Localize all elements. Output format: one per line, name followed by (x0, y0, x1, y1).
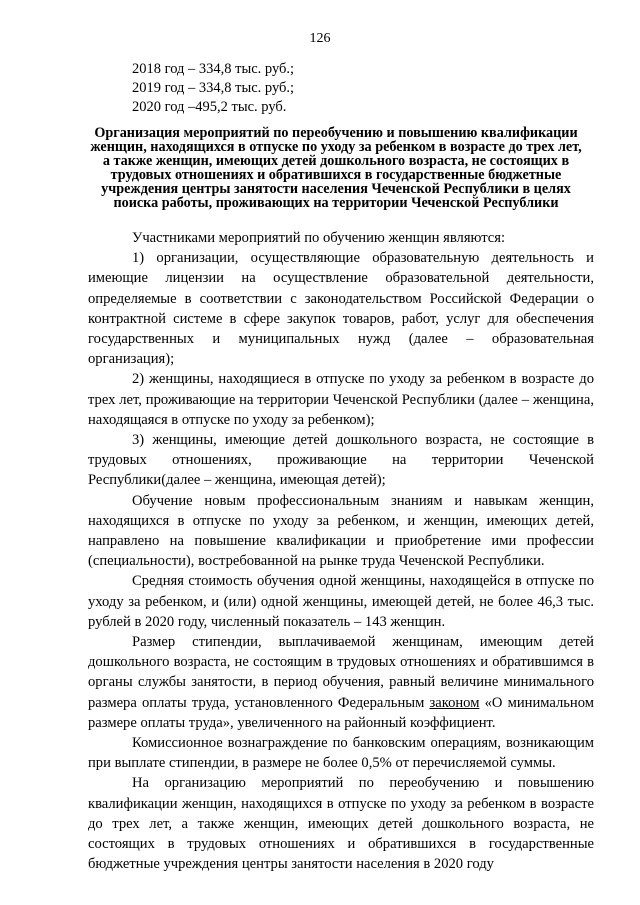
paragraph-item-3: 3) женщины, имеющие детей дошкольного возраста, не состоящие в трудовых отношениях, проживающие на территории Чеченской Республики(далее – женщина, имеющая детей); (88, 432, 594, 489)
paragraph-funding-organization: На организацию мероприятий по переобучению и повышению квалификации женщин, находящихся в отпуске по уходу за ребенком в возрасте до трех лет, а также женщин, имеющих детей дошкольного возраста, не состоящих в трудовых отношениях и обратившихся в государственные бюджетные учреждения центры занятости населения в 2020 году (88, 775, 594, 873)
law-link[interactable]: законом (429, 694, 480, 711)
funding-2020: 2020 год –495,2 тыс. руб. (132, 99, 287, 115)
stipend-text-end: «О минимальном размере оплаты труда», увеличенного на районный коэффициент. (88, 694, 594, 731)
page-number: 126 (309, 31, 331, 46)
paragraph-average-cost: Средняя стоимость обучения одной женщины, находящейся в отпуске по уходу за ребенком, и (или) одной женщины, имеющей детей, не более 46,3 тыс. рублей в 2020 году, численный показатель – 143 женщин. (88, 573, 594, 630)
section-title: Организация мероприятий по переобучению и повышению квалификации женщин, находящихся в отпуске по уходу за ребенком в возрасте до трех лет, а также женщин, имеющих детей дошкольного возраста, не состоящих в трудовых отношениях и обратившихся в государственные бюджетные учреждения центры занятости населения Чеченской Республики в целях поиска работы, проживающих на территории Чеченской Республики (90, 125, 582, 211)
paragraph-item-1: 1) организации, осуществляющие образовательную деятельность и имеющие лицензии на осуществление образовательной деятельности, определяемые в соответствии с законодательством Российской Федерации о контрактной системе в сфере закупок товаров, работ, услуг для обеспечения государственных и муниципальных нужд (далее – образовательная организация); (88, 250, 594, 368)
paragraph-stipend (88, 632, 594, 733)
funding-2019: 2019 год – 334,8 тыс. руб.; (132, 80, 295, 96)
body-text (88, 228, 594, 875)
stipend-text-start: Размер стипендии, выплачиваемой женщинам, имеющим детей дошкольного возраста, не состоящим в трудовых отношениях и обратившимся в органы службы занятости, в период обучения, равный величине минимального размера оплаты труда, установленного Федеральным (88, 634, 594, 711)
paragraph-training-purpose: Обучение новым профессиональным знаниям и навыкам женщин, находящихся в отпуске по уходу за ребенком, и женщин, имеющих детей, направлено на повышение квалификации и приобретение ими профессии (специальности), востребованной на рынке труда Чеченской Республики. (88, 492, 594, 570)
paragraph-commission: Комиссионное вознаграждение по банковским операциям, возникающим при выплате стипендии, в размере не более 0,5% от перечисляемой суммы. (88, 735, 594, 772)
funding-figures (132, 60, 294, 117)
paragraph-participants: Участниками мероприятий по обучению женщин являются: (132, 230, 506, 246)
paragraph-item-2: 2) женщины, находящиеся в отпуске по уходу за ребенком в возрасте до трех лет, проживающие на территории Чеченской Республики (далее – женщина, находящаяся в отпуске по уходу за ребенком); (88, 371, 594, 428)
funding-2018: 2018 год – 334,8 тыс. руб.; (132, 61, 295, 77)
